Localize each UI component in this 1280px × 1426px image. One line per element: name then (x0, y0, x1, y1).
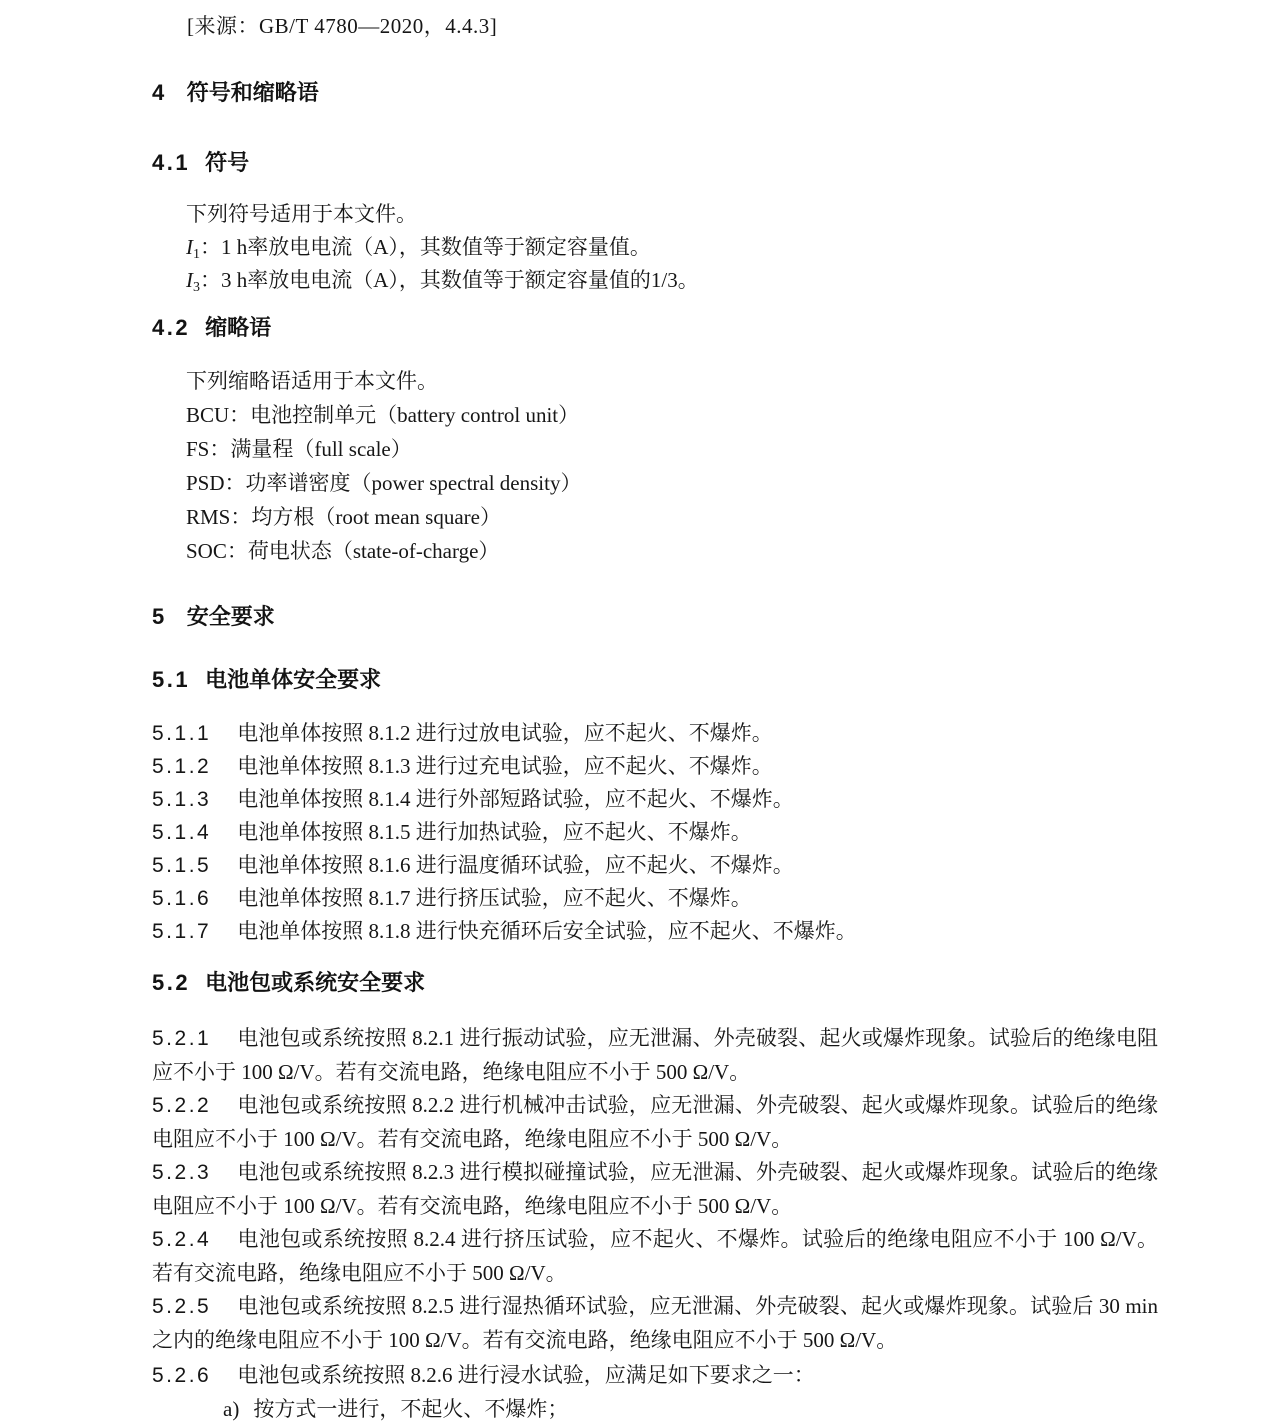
clause-5-1-1 (152, 717, 1158, 750)
symbol-letter: I (186, 235, 193, 259)
subsection-number: 5.1 (152, 667, 191, 692)
clause-5-2-5 (152, 1290, 1158, 1357)
abbreviation-soc: SOC：荷电状态（state-of-charge） (186, 539, 500, 563)
subsection-number: 4.1 (152, 150, 191, 175)
clause-5-2-6 (152, 1359, 1158, 1393)
clause-text: 电池单体按照 8.1.7 进行挤压试验，应不起火、不爆炸。 (237, 886, 752, 910)
clause-number: 5.1.6 (152, 887, 212, 910)
clause-text: 电池单体按照 8.1.3 进行过充电试验，应不起火、不爆炸。 (237, 754, 773, 778)
clause-number: 5.1.4 (152, 821, 212, 844)
symbol-letter: I (186, 268, 193, 292)
clause-text: 电池包或系统按照 8.2.1 进行振动试验，应无泄漏、外壳破裂、起火或爆炸现象。试验后的绝缘电阻应不小于 100 Ω/V。若有交流电路，绝缘电阻应不小于 500 Ω/V。 (152, 1026, 1158, 1084)
subsection-heading-5-2 (152, 968, 1158, 998)
symbol-description: ：3 h率放电电流（A），其数值等于额定容量值的1/3。 (200, 268, 699, 292)
symbol-definition-i3 (152, 264, 1158, 297)
list-marker: a) (223, 1396, 240, 1421)
symbols-intro: 下列符号适用于本文件。 (186, 202, 417, 226)
section-number: 5 (152, 604, 167, 629)
subsection-title: 缩略语 (205, 315, 272, 340)
clause-text: 电池单体按照 8.1.6 进行温度循环试验，应不起火、不爆炸。 (237, 853, 794, 877)
clause-text: 电池单体按照 8.1.5 进行加热试验，应不起火、不爆炸。 (237, 820, 752, 844)
clause-5-1-5 (152, 849, 1158, 882)
clause-number: 5.1.2 (152, 755, 212, 778)
clause-text: 电池包或系统按照 8.2.6 进行浸水试验，应满足如下要求之一： (237, 1363, 815, 1387)
clause-text: 电池包或系统按照 8.2.4 进行挤压试验，应不起火、不爆炸。试验后的绝缘电阻应不小于 100 Ω/V。若有交流电路，绝缘电阻应不小于 500 Ω/V。 (152, 1227, 1158, 1285)
clause-5-1-7 (152, 915, 1158, 948)
subsection-number: 4.2 (152, 315, 191, 340)
subsection-title: 电池单体安全要求 (205, 667, 382, 692)
clause-5-2-2 (152, 1089, 1158, 1156)
subsection-number: 5.2 (152, 970, 191, 995)
symbol-definition-i1 (152, 231, 1158, 264)
clause-text: 电池包或系统按照 8.2.2 进行机械冲击试验，应无泄漏、外壳破裂、起火或爆炸现象。试验后的绝缘电阻应不小于 100 Ω/V。若有交流电路，绝缘电阻应不小于 500 Ω/V。 (152, 1093, 1158, 1151)
clause-number: 5.2.3 (152, 1161, 212, 1184)
clause-text: 电池包或系统按照 8.2.3 进行模拟碰撞试验，应无泄漏、外壳破裂、起火或爆炸现象。试验后的绝缘电阻应不小于 100 Ω/V。若有交流电路，绝缘电阻应不小于 500 Ω/V。 (152, 1160, 1158, 1218)
section-heading-5 (152, 602, 1158, 632)
subsection-heading-4-2 (152, 313, 1158, 343)
clause-5-1-3 (152, 783, 1158, 816)
clause-5-1-4 (152, 816, 1158, 849)
clause-number: 5.2.1 (152, 1027, 212, 1050)
subsection-heading-5-1 (152, 665, 1158, 695)
subsection-title: 电池包或系统安全要求 (205, 970, 426, 995)
section-number: 4 (152, 80, 167, 105)
clause-number: 5.2.4 (152, 1228, 212, 1251)
clause-5-2-3 (152, 1156, 1158, 1223)
clause-5-2-1 (152, 1022, 1158, 1089)
abbreviation-rms: RMS：均方根（root mean square） (186, 505, 501, 529)
list-item-a (152, 1393, 1158, 1426)
source-note: [来源：GB/T 4780—2020，4.4.3] (187, 14, 498, 38)
clause-number: 5.1.7 (152, 920, 212, 943)
symbol-description: ：1 h率放电电流（A），其数值等于额定容量值。 (200, 235, 651, 259)
clause-number: 5.1.3 (152, 788, 212, 811)
clause-number: 5.2.5 (152, 1295, 212, 1318)
clause-number: 5.2.2 (152, 1094, 212, 1117)
clause-group-5-2 (152, 1022, 1158, 1426)
clause-number: 5.1.1 (152, 722, 212, 745)
section-title: 安全要求 (186, 604, 275, 629)
abbreviation-bcu: BCU：电池控制单元（battery control unit） (186, 403, 580, 427)
clause-5-2-4 (152, 1223, 1158, 1290)
abbreviation-psd: PSD：功率谱密度（power spectral density） (186, 471, 582, 495)
clause-text: 电池单体按照 8.1.4 进行外部短路试验，应不起火、不爆炸。 (237, 787, 794, 811)
abbreviations-intro: 下列缩略语适用于本文件。 (186, 369, 438, 393)
subsection-heading-4-1 (152, 148, 1158, 178)
symbol-subscript: 1 (193, 247, 200, 262)
subsection-title: 符号 (205, 150, 250, 175)
clause-text: 电池包或系统按照 8.2.5 进行湿热循环试验，应无泄漏、外壳破裂、起火或爆炸现象。试验后 30 min 之内的绝缘电阻应不小于 100 Ω/V。若有交流电路，绝缘电阻应不小于 500 Ω/V。 (152, 1294, 1158, 1352)
clause-text: 电池单体按照 8.1.2 进行过放电试验，应不起火、不爆炸。 (237, 721, 773, 745)
abbreviation-fs: FS：满量程（full scale） (186, 437, 412, 461)
list-text: 按方式一进行，不起火、不爆炸； (253, 1396, 569, 1421)
clause-5-1-2 (152, 750, 1158, 783)
clause-number: 5.1.5 (152, 854, 212, 877)
clause-group-5-1 (152, 717, 1158, 948)
clause-number: 5.2.6 (152, 1364, 212, 1387)
clause-5-1-6 (152, 882, 1158, 915)
symbol-subscript: 3 (193, 280, 200, 295)
section-heading-4 (152, 78, 1158, 108)
section-title: 符号和缩略语 (186, 80, 319, 105)
clause-text: 电池单体按照 8.1.8 进行快充循环后安全试验，应不起火、不爆炸。 (237, 919, 857, 943)
document-content (152, 0, 1158, 1426)
